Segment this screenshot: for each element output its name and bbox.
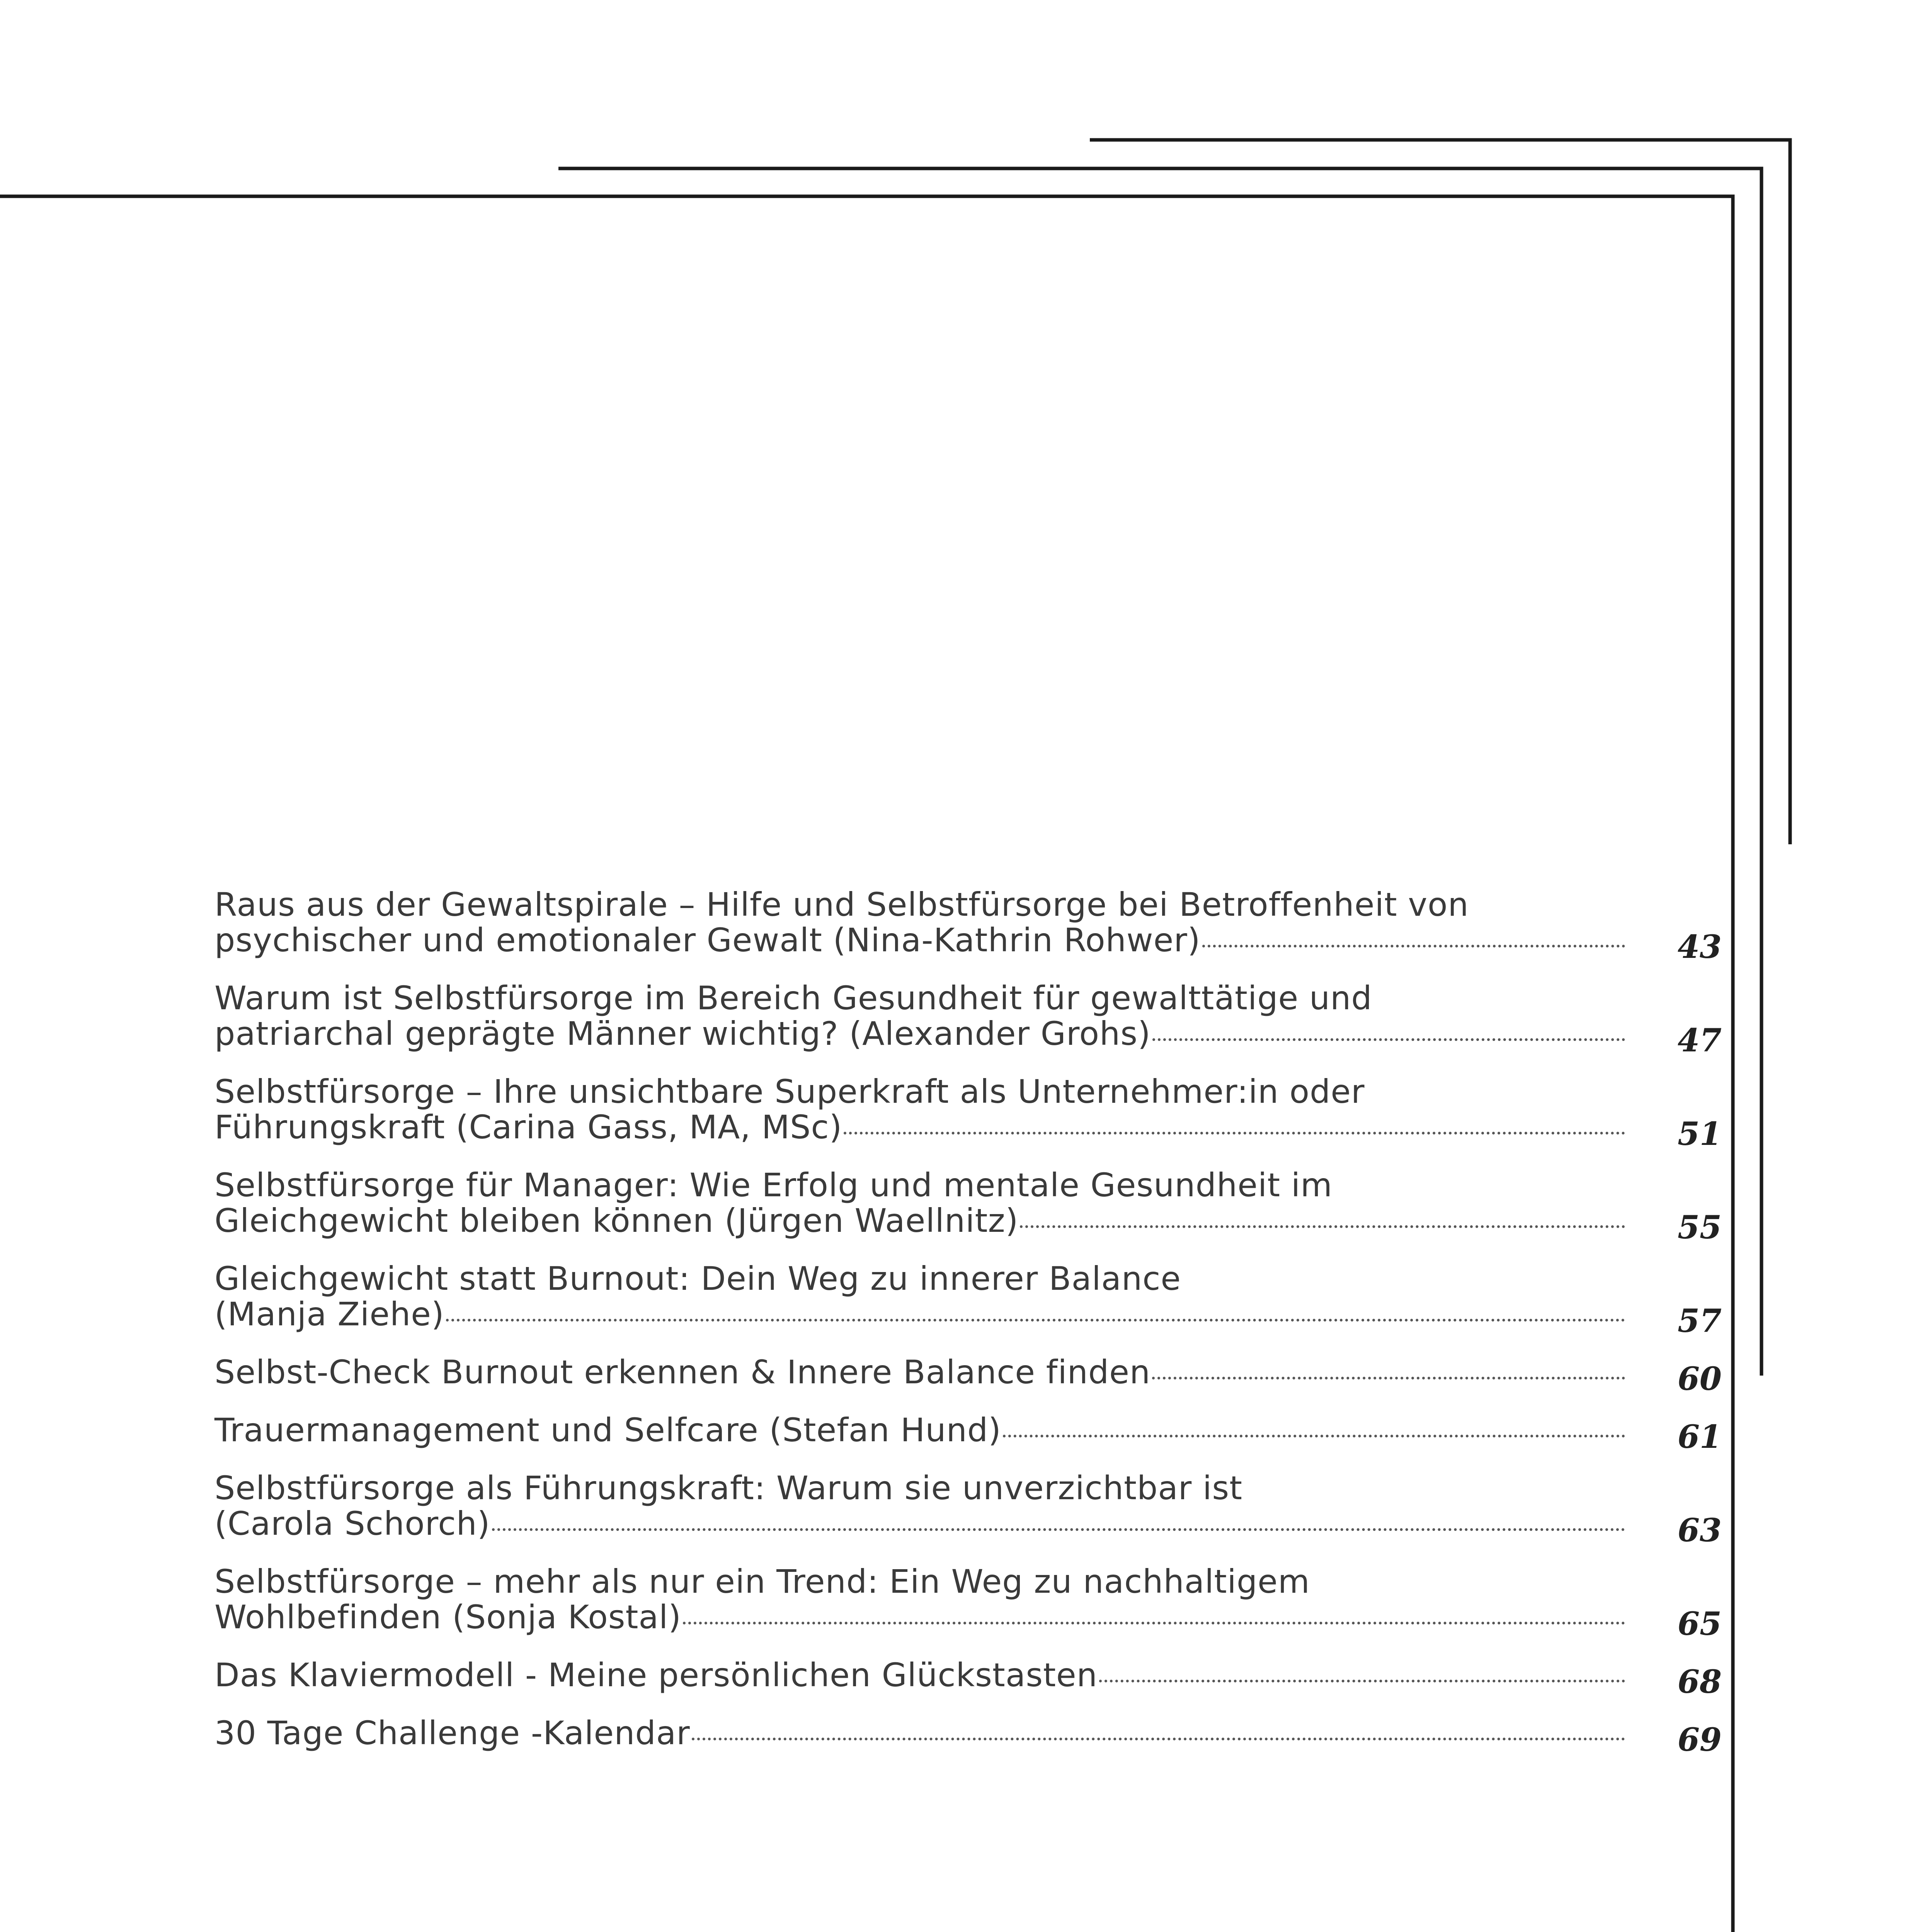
toc-entry-line-text: Selbstfürsorge als Führungskraft: Warum sie unverzichtbar ist <box>214 1469 1243 1507</box>
toc-entry-line-text: Raus aus der Gewaltspirale – Hilfe und Selbstfürsorge bei Betroffenheit von <box>214 886 1469 923</box>
toc-page-number: 60 <box>1677 1361 1722 1398</box>
toc-entry-line <box>214 1564 1625 1599</box>
dot-leader <box>1152 1377 1625 1379</box>
toc-entry-line-text: Selbstfürsorge für Manager: Wie Erfolg und mentale Gesundheit im <box>214 1166 1333 1204</box>
toc-entry[interactable] <box>214 1411 1722 1456</box>
toc-entry-line-text: Gleichgewicht statt Burnout: Dein Weg zu innerer Balance <box>214 1260 1181 1298</box>
dot-leader <box>1202 945 1625 947</box>
toc-entry-line-text: 30 Tage Challenge -Kalendar <box>214 1714 690 1752</box>
toc-entry-line <box>214 1715 1625 1751</box>
toc-entry-title <box>214 1167 1625 1238</box>
toc-entry-line <box>214 1599 1625 1635</box>
toc-page-number: 43 <box>1677 929 1722 966</box>
toc-entry-line <box>214 1261 1625 1296</box>
toc-entry-line <box>214 1354 1625 1390</box>
dot-leader <box>492 1528 1625 1531</box>
toc-entry[interactable] <box>214 886 1722 966</box>
dot-leader <box>446 1319 1625 1321</box>
toc-entry-title <box>214 887 1625 958</box>
toc-page-number: 63 <box>1677 1512 1722 1549</box>
dot-leader <box>683 1622 1625 1624</box>
toc-page-number: 55 <box>1677 1209 1722 1246</box>
toc-entry[interactable] <box>214 1656 1722 1701</box>
toc-entry-line-text: Warum ist Selbstfürsorge im Bereich Gesundheit für gewalttätige und <box>214 979 1372 1017</box>
toc-entry[interactable] <box>214 979 1722 1059</box>
dot-leader <box>844 1132 1625 1134</box>
toc-page-number: 61 <box>1677 1418 1722 1456</box>
toc-entry[interactable] <box>214 1073 1722 1153</box>
table-of-contents <box>214 887 1722 1773</box>
toc-entry-title <box>214 1261 1625 1332</box>
dot-leader <box>1099 1680 1625 1682</box>
toc-entry[interactable] <box>214 1563 1722 1643</box>
toc-page-number: 65 <box>1677 1605 1722 1643</box>
toc-entry-line <box>214 1506 1625 1541</box>
toc-entry-title <box>214 1354 1625 1390</box>
toc-entry-line-text: Selbstfürsorge – Ihre unsichtbare Superkraft als Unternehmer:in oder <box>214 1073 1365 1111</box>
toc-page-number: 47 <box>1677 1022 1722 1059</box>
toc-entry-line-text: psychischer und emotionaler Gewalt (Nina-Kathrin Rohwer) <box>214 921 1201 959</box>
toc-entry-line <box>214 1203 1625 1238</box>
toc-entry-title <box>214 1470 1625 1541</box>
dot-leader <box>1003 1435 1625 1437</box>
toc-page-number: 51 <box>1677 1116 1722 1153</box>
toc-entry-title <box>214 1657 1625 1693</box>
toc-entry[interactable] <box>214 1260 1722 1340</box>
toc-entry[interactable] <box>214 1353 1722 1398</box>
toc-entry-line-text: Das Klaviermodell - Meine persönlichen Glückstasten <box>214 1656 1098 1694</box>
toc-entry-line <box>214 1167 1625 1203</box>
toc-entry-line <box>214 1470 1625 1506</box>
toc-entry-line <box>214 980 1625 1016</box>
toc-entry-line <box>214 887 1625 922</box>
toc-entry-line-text: Selbstfürsorge – mehr als nur ein Trend: Ein Weg zu nachhaltigem <box>214 1563 1310 1600</box>
toc-entry-line <box>214 1296 1625 1332</box>
dot-leader <box>1152 1038 1625 1041</box>
toc-entry-title <box>214 1412 1625 1448</box>
toc-entry-line <box>214 922 1625 958</box>
toc-entry-line-text: (Carola Schorch) <box>214 1505 490 1543</box>
toc-entry-line-text: (Manja Ziehe) <box>214 1295 444 1333</box>
dot-leader <box>692 1738 1625 1740</box>
toc-entry-line-text: Wohlbefinden (Sonja Kostal) <box>214 1598 682 1636</box>
toc-entry[interactable] <box>214 1166 1722 1246</box>
toc-entry-line-text: Trauermanagement und Selfcare (Stefan Hund) <box>214 1411 1001 1449</box>
toc-entry-line <box>214 1016 1625 1051</box>
toc-entry-line <box>214 1412 1625 1448</box>
toc-entry-line-text: Selbst-Check Burnout erkennen & Innere Balance finden <box>214 1353 1151 1391</box>
toc-entry-line <box>214 1109 1625 1145</box>
dot-leader <box>1020 1225 1625 1228</box>
toc-entry-line <box>214 1074 1625 1109</box>
toc-page-number: 69 <box>1677 1721 1722 1759</box>
toc-entry-line-text: patriarchal geprägte Männer wichtig? (Alexander Grohs) <box>214 1015 1151 1053</box>
frame-line-outer <box>1090 140 1790 844</box>
toc-entry[interactable] <box>214 1714 1722 1759</box>
toc-entry-line-text: Gleichgewicht bleiben können (Jürgen Waellnitz) <box>214 1202 1019 1240</box>
toc-entry-title <box>214 1715 1625 1751</box>
toc-page-number: 68 <box>1677 1663 1722 1701</box>
toc-entry[interactable] <box>214 1469 1722 1549</box>
toc-entry-title <box>214 1074 1625 1145</box>
toc-entry-line <box>214 1657 1625 1693</box>
toc-entry-title <box>214 1564 1625 1635</box>
toc-page-number: 57 <box>1677 1303 1722 1340</box>
toc-entry-title <box>214 980 1625 1051</box>
toc-entry-line-text: Führungskraft (Carina Gass, MA, MSc) <box>214 1108 842 1146</box>
